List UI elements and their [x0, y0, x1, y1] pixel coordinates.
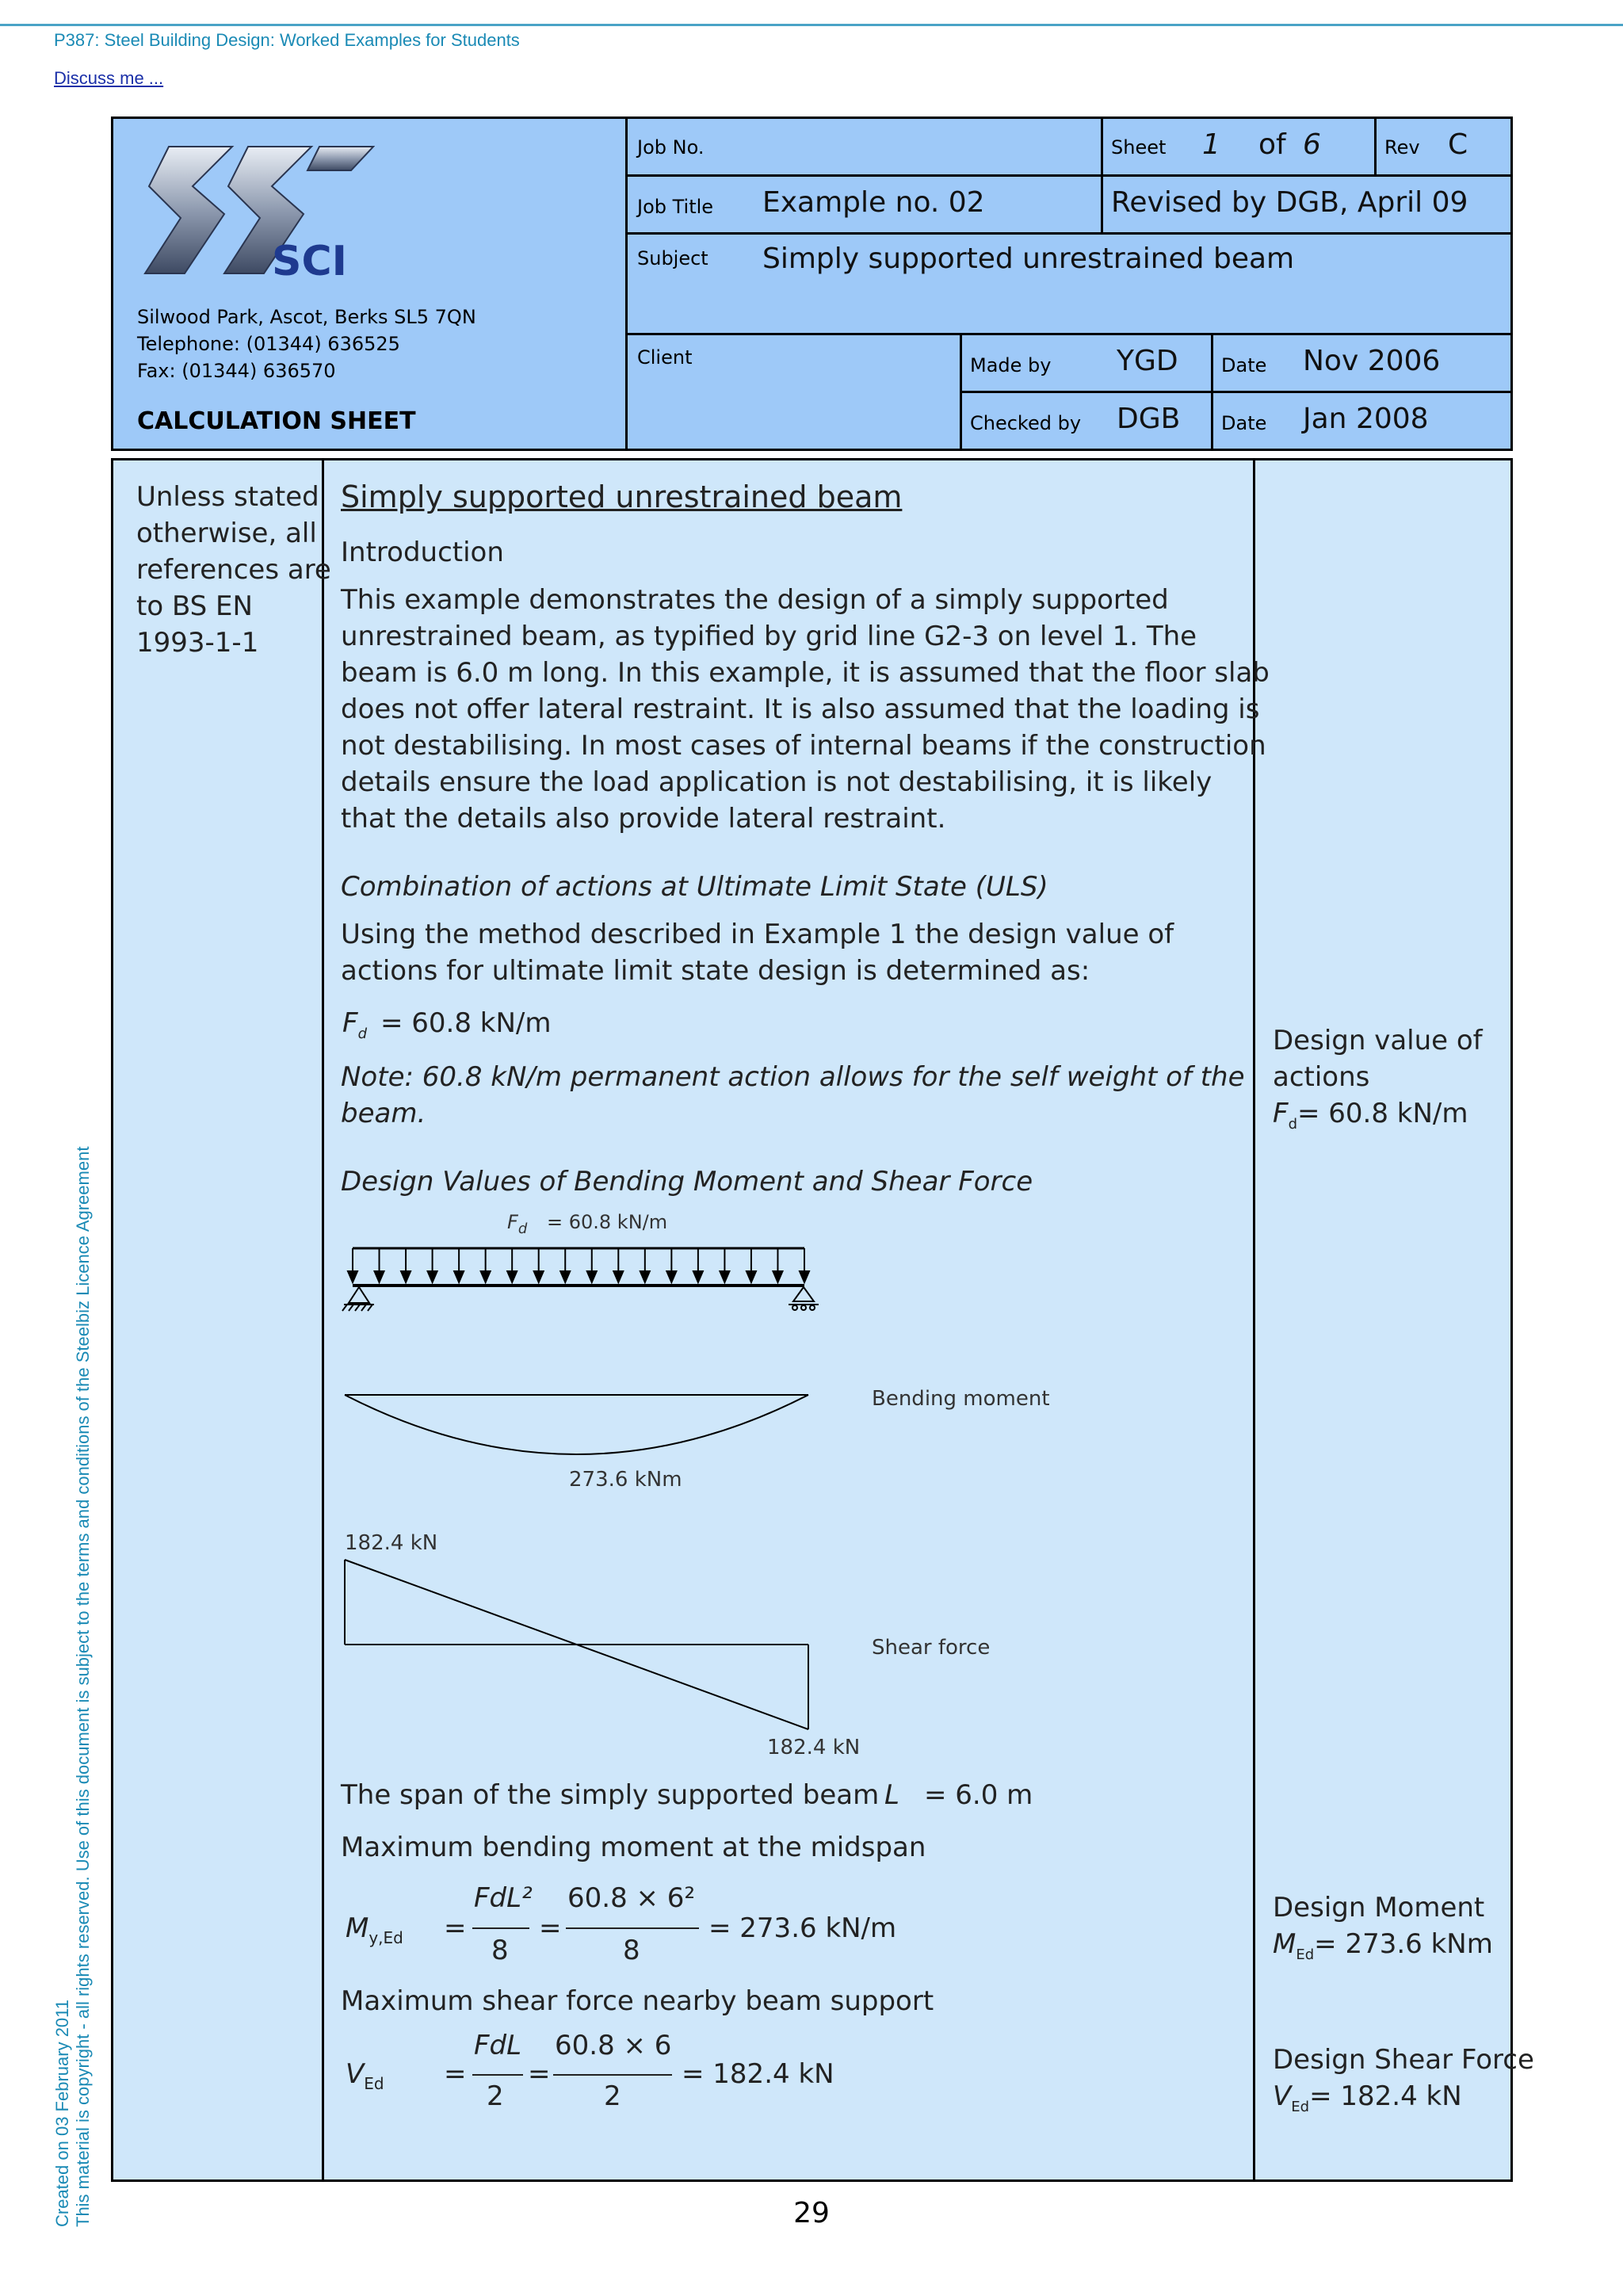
client-cell — [625, 333, 962, 451]
udl-arrow-head — [375, 1271, 384, 1282]
udl-arrow-head — [401, 1271, 411, 1282]
left-ref-3: references are — [136, 554, 331, 586]
max-moment-text: Maximum bending moment at the midspan — [341, 1832, 926, 1863]
right-dm-value: = 273.6 kNm — [1314, 1928, 1493, 1960]
top-rule — [0, 24, 1623, 26]
shear-frac2-bar — [553, 2074, 672, 2076]
client-label: Client — [637, 346, 693, 369]
checked-by-label: Checked by — [970, 412, 1082, 434]
diagram-fd-label: $F_d$ — [507, 1211, 528, 1237]
udl-arrow-head — [534, 1271, 544, 1282]
intro-line-5: not destabilising. In most cases of internal beams if the construction — [341, 730, 1266, 762]
job-title-value: Example no. 02 — [762, 186, 985, 219]
moment-symbol — [346, 1910, 403, 1956]
span-symbol: L — [884, 1779, 899, 1811]
shear-top-label: 182.4 kN — [345, 1531, 438, 1555]
left-ref-5: 1993-1-1 — [136, 627, 259, 659]
fd-symbol-letter: F — [342, 1007, 358, 1039]
udl-arrow-head — [640, 1271, 650, 1282]
bending-moment-label: Bending moment — [872, 1387, 1050, 1411]
beam-diagram — [333, 1236, 1244, 1791]
moment-eq-1: = — [444, 1912, 467, 1944]
shear-frac2-den: 2 — [604, 2080, 621, 2112]
address-line-1: Silwood Park, Ascot, Berks SL5 7QN — [137, 306, 476, 328]
uls-line-1: Using the method described in Example 1 the design value of — [341, 919, 1174, 950]
address-line-2: Telephone: (01344) 636525 — [137, 333, 400, 355]
logo-box — [111, 117, 628, 451]
logo-text: SCI — [272, 238, 347, 285]
rev-label: Rev — [1384, 136, 1420, 159]
job-title-label: Job Title — [637, 196, 714, 218]
moment-frac2-bar — [566, 1927, 699, 1929]
udl-arrow-head — [454, 1271, 464, 1282]
moment-result: = 273.6 kN/m — [708, 1912, 897, 1944]
main-title: Simply supported unrestrained beam — [341, 479, 903, 514]
side-note-created: Created on 03 February 2011 — [52, 2000, 72, 2227]
page-number: 29 — [793, 2197, 830, 2229]
shear-subscript: Ed — [364, 2073, 384, 2093]
intro-line-3: beam is 6.0 m long. In this example, it is assumed that the floor slab — [341, 657, 1270, 689]
shear-force-label: Shear force — [872, 1636, 991, 1660]
design-values-heading: Design Values of Bending Moment and Shear Force — [341, 1166, 1033, 1198]
udl-arrow-head — [773, 1271, 782, 1282]
shear-bottom-label: 182.4 kN — [767, 1736, 861, 1759]
moment-frac1-num: FdL² — [474, 1882, 533, 1914]
copyright-side-note — [52, 1147, 94, 2227]
udl-arrow-head — [507, 1271, 517, 1282]
intro-line-4: does not offer lateral restraint. It is also assumed that the loading is — [341, 693, 1260, 725]
shear-symbol-letter: V — [346, 2058, 365, 2090]
udl-arrow-head — [428, 1271, 437, 1282]
udl-arrow-head — [720, 1271, 729, 1282]
right-dm-subscript: Ed — [1296, 1946, 1315, 1963]
right-ds-value: = 182.4 kN — [1309, 2080, 1462, 2112]
right-dm-2 — [1273, 1926, 1493, 1973]
note-line-2: beam. — [341, 1098, 426, 1129]
shear-eq-1: = — [444, 2058, 467, 2090]
made-by-label: Made by — [970, 354, 1052, 376]
intro-line-2: unrestrained beam, as typified by grid line G2-3 on level 1. The — [341, 621, 1197, 652]
shear-frac1-num: FdL — [474, 2030, 522, 2061]
discuss-link[interactable]: Discuss me ... — [54, 68, 164, 88]
publication-title: P387: Steel Building Design: Worked Examples for Students — [54, 30, 520, 50]
span-value: = 6.0 m — [924, 1779, 1033, 1811]
shear-frac1-bar — [472, 2074, 523, 2076]
diagram-load-value: = 60.8 kN/m — [547, 1211, 668, 1233]
moment-frac1-bar — [472, 1927, 529, 1929]
span-text: The span of the simply supported beam — [341, 1779, 880, 1811]
udl-arrow-head — [587, 1271, 597, 1282]
intro-line-6: details ensure the load application is not destabilising, it is likely — [341, 766, 1212, 798]
udl-arrows — [348, 1248, 809, 1282]
right-dv-symbol: F — [1273, 1098, 1289, 1129]
max-shear-text: Maximum shear force nearby beam support — [341, 1985, 934, 2017]
right-ds-2 — [1273, 2078, 1462, 2126]
left-column-divider — [322, 458, 324, 2182]
left-support-icon — [342, 1287, 374, 1311]
right-support-icon — [789, 1287, 819, 1310]
right-dv-2: actions — [1273, 1061, 1370, 1093]
checked-date-value: Jan 2008 — [1303, 403, 1429, 435]
sheet-cell — [1101, 117, 1377, 177]
subject-cell — [625, 232, 1513, 335]
checked-by-cell — [960, 391, 1213, 451]
udl-arrow-head — [348, 1271, 357, 1282]
moment-subscript: y,Ed — [369, 1927, 403, 1947]
of-label: of — [1258, 128, 1286, 161]
bending-moment-diagram — [345, 1395, 808, 1454]
checked-by-value: DGB — [1117, 403, 1181, 435]
address-line-3: Fax: (01344) 636570 — [137, 360, 336, 382]
sheet-number: 1 — [1202, 128, 1220, 161]
fd-symbol — [342, 1005, 367, 1052]
right-dm-1: Design Moment — [1273, 1892, 1485, 1924]
job-no-cell — [625, 117, 1103, 177]
shear-frac2-num: 60.8 × 6 — [555, 2030, 672, 2061]
sheet-label: Sheet — [1111, 136, 1167, 159]
left-ref-1: Unless stated — [136, 481, 319, 513]
right-ds-symbol: V — [1273, 2080, 1292, 2112]
sheet-total: 6 — [1303, 128, 1321, 161]
moment-frac2-den: 8 — [623, 1935, 640, 1966]
revised-by: Revised by DGB, April 09 — [1111, 186, 1468, 219]
made-date-label: Date — [1221, 354, 1267, 376]
revised-cell — [1101, 174, 1513, 235]
shear-result: = 182.4 kN — [682, 2058, 834, 2090]
uls-line-2: actions for ultimate limit state design is determined as: — [341, 955, 1090, 987]
right-dv-3 — [1273, 1095, 1468, 1143]
made-date-value: Nov 2006 — [1303, 345, 1441, 377]
right-ds-1: Design Shear Force — [1273, 2044, 1534, 2076]
udl-arrow-head — [613, 1271, 623, 1282]
subject-label: Subject — [637, 247, 708, 269]
made-by-cell — [960, 333, 1213, 393]
checked-date-label: Date — [1221, 412, 1267, 434]
udl-arrow-head — [693, 1271, 703, 1282]
note-line-1: Note: 60.8 kN/m permanent action allows for the self weight of the — [341, 1061, 1245, 1093]
right-dv-value: = 60.8 kN/m — [1297, 1098, 1468, 1129]
rev-cell — [1374, 117, 1513, 177]
uls-heading: Combination of actions at Ultimate Limit State (ULS) — [341, 871, 1048, 903]
intro-heading: Introduction — [341, 537, 504, 568]
fd-subscript: d — [357, 1025, 367, 1042]
fd-value: = 60.8 kN/m — [380, 1007, 552, 1039]
shear-force-diagram — [345, 1560, 808, 1729]
right-dv-subscript: d — [1288, 1115, 1297, 1133]
udl-arrow-head — [560, 1271, 570, 1282]
intro-line-7: that the details also provide lateral restraint. — [341, 803, 946, 835]
shear-eq-2: = — [528, 2058, 551, 2090]
made-date-cell — [1211, 333, 1513, 393]
left-ref-4: to BS EN — [136, 590, 253, 622]
shear-frac1-den: 2 — [487, 2080, 504, 2112]
udl-arrow-head — [800, 1271, 809, 1282]
checked-date-cell — [1211, 391, 1513, 451]
job-title-cell — [625, 174, 1103, 235]
intro-line-1: This example demonstrates the design of a simply supported — [341, 584, 1169, 616]
made-by-value: YGD — [1117, 345, 1178, 377]
calculation-sheet-label: CALCULATION SHEET — [137, 407, 416, 435]
side-note-copyright: This material is copyright - all rights reserved. Use of this document is subject to the terms and conditions of the Steelbiz Licence Agreement — [73, 1146, 93, 2227]
subject-value: Simply supported unrestrained beam — [762, 243, 1295, 275]
job-no-label: Job No. — [637, 136, 705, 159]
right-ds-subscript: Ed — [1291, 2098, 1310, 2115]
left-ref-2: otherwise, all — [136, 518, 317, 549]
udl-arrow-head — [481, 1271, 491, 1282]
moment-frac2-num: 60.8 × 6² — [567, 1882, 696, 1914]
rev-value: C — [1448, 128, 1468, 161]
udl-arrow-head — [666, 1271, 676, 1282]
right-dv-1: Design value of — [1273, 1025, 1483, 1056]
udl-arrow-head — [747, 1271, 756, 1282]
moment-value-label: 273.6 kNm — [569, 1468, 682, 1492]
moment-eq-2: = — [539, 1912, 562, 1944]
moment-symbol-letter: M — [346, 1912, 369, 1944]
right-dm-symbol: M — [1273, 1928, 1296, 1960]
shear-symbol — [346, 2056, 384, 2102]
moment-frac1-den: 8 — [491, 1935, 509, 1966]
